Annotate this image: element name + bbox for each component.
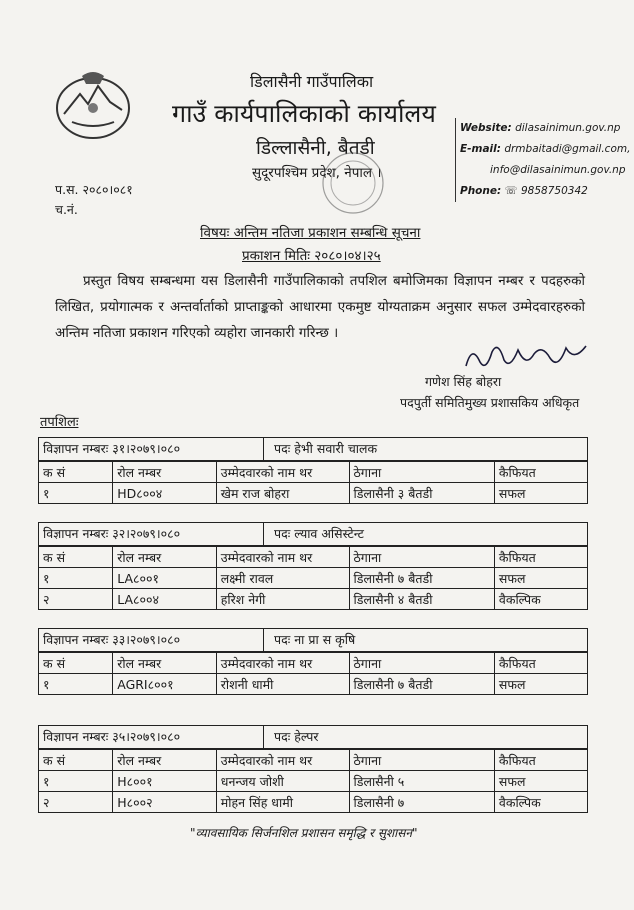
email-link-1[interactable]: drmbaitadi@gmail.com,: [504, 143, 631, 155]
table-header-row: [39, 750, 588, 771]
cell: २: [39, 792, 113, 813]
col-header: रोल नम्बर: [113, 750, 217, 771]
signatory-designation: पदपुर्ती समितिमुख्य प्रशासकिय अधिकृत: [400, 395, 580, 410]
ad-number: विज्ञापन नम्बरः ३१।२०७९।०८०: [39, 438, 264, 460]
cell: लक्ष्मी रावल: [216, 568, 349, 589]
col-header: उम्मेदवारको नाम थर: [216, 750, 349, 771]
cell: डिलासैनी ७ बैतडी: [349, 674, 494, 695]
ad-block-33: [38, 628, 588, 695]
ad-number: विज्ञापन नम्बरः ३५।२०७९।०८०: [39, 726, 264, 748]
ad-block-35: [38, 725, 588, 813]
ad-number: विज्ञापन नम्बरः ३२।२०७९।०८०: [39, 523, 264, 545]
col-header: रोल नम्बर: [113, 547, 217, 568]
col-header: ठेगाना: [349, 547, 494, 568]
publication-date: प्रकाशन मितिः २०८०।०४।२५: [242, 248, 381, 264]
reference-numbers: [55, 180, 133, 220]
province-country: सुदूरपश्चिम प्रदेश, नेपाल ।: [252, 165, 382, 181]
contact-block: [455, 118, 634, 202]
cell: LA८००१: [113, 568, 217, 589]
phone-label: Phone:: [460, 185, 502, 197]
table-row: [39, 792, 588, 813]
ad-header: [38, 437, 588, 461]
office-location: डिल्लासैनी, बैतडी: [256, 137, 375, 159]
signatory-name: गणेश सिंह बोहरा: [425, 374, 502, 389]
cell: वैकल्पिक: [494, 792, 587, 813]
col-header: ठेगाना: [349, 750, 494, 771]
col-header: क सं: [39, 750, 113, 771]
ad-header: [38, 522, 588, 546]
chalani-number: च.नं.: [55, 202, 78, 217]
email-label: E-mail:: [460, 143, 501, 155]
nepal-emblem-logo: [52, 64, 134, 146]
cell: डिलासैनी ५: [349, 771, 494, 792]
cell: हरिश नेगी: [216, 589, 349, 610]
table-header-row: [39, 547, 588, 568]
cell: डिलासैनी ३ बैतडी: [349, 483, 494, 504]
patra-sankhya: प.स. २०८०।०८१: [55, 182, 133, 197]
table-header-row: [39, 462, 588, 483]
phone-number: ☏ 9858750342: [504, 185, 588, 197]
result-table: [38, 546, 588, 610]
col-header: रोल नम्बर: [113, 653, 217, 674]
cell: १: [39, 771, 113, 792]
cell: H८००२: [113, 792, 217, 813]
motto-footer: "व्यावसायिक सिर्जनशिल प्रशासन समृद्धि र सुशासन": [190, 826, 418, 840]
handwritten-signature: [462, 338, 592, 378]
notice-body: प्रस्तुत विषय सम्बन्धमा यस डिलासैनी गाउँपालिकाको तपशिल बमोजिमका विज्ञापन नम्बर र पदहरुको लिखित, प्रयोगात्मक र अन्तर्वार्ताको प्राप्ताङ्कको आधारमा एकमुष्ट योग्यताक्रम अनुसार सफल उम्मेदवारहरुको अन्तिम नतिजा प्रकाशन गरिएको व्यहोरा जानकारी गरिन्छ ।: [55, 273, 585, 341]
col-header: कैफियत: [494, 547, 587, 568]
office-stamp-seal: [320, 150, 386, 216]
table-row: [39, 771, 588, 792]
col-header: उम्मेदवारको नाम थर: [216, 653, 349, 674]
cell: २: [39, 589, 113, 610]
col-header: उम्मेदवारको नाम थर: [216, 547, 349, 568]
result-table: [38, 749, 588, 813]
ad-header: [38, 628, 588, 652]
col-header: कैफियत: [494, 750, 587, 771]
cell: डिलासैनी ४ बैतडी: [349, 589, 494, 610]
col-header: रोल नम्बर: [113, 462, 217, 483]
website-label: Website:: [460, 122, 512, 134]
table-row: [39, 674, 588, 695]
ad-block-32: [38, 522, 588, 610]
ad-number: विज्ञापन नम्बरः ३३।२०७९।०८०: [39, 629, 264, 651]
cell: रोशनी धामी: [216, 674, 349, 695]
table-header-row: [39, 653, 588, 674]
table-row: [39, 589, 588, 610]
cell: LA८००४: [113, 589, 217, 610]
col-header: ठेगाना: [349, 462, 494, 483]
cell: सफल: [494, 568, 587, 589]
cell: सफल: [494, 771, 587, 792]
cell: सफल: [494, 483, 587, 504]
col-header: ठेगाना: [349, 653, 494, 674]
cell: H८००१: [113, 771, 217, 792]
col-header: उम्मेदवारको नाम थर: [216, 462, 349, 483]
col-header: कैफियत: [494, 653, 587, 674]
table-row: [39, 483, 588, 504]
notice-subject: विषयः अन्तिम नतिजा प्रकाशन सम्बन्धि सूचना: [200, 225, 421, 241]
post-name: पदः हेल्पर: [274, 729, 319, 744]
post-name: पदः ना प्रा स कृषि: [274, 632, 356, 647]
cell: डिलासैनी ७: [349, 792, 494, 813]
post-name: पदः हेभी सवारी चालक: [274, 441, 378, 456]
cell: १: [39, 568, 113, 589]
col-header: क सं: [39, 653, 113, 674]
cell: मोहन सिंह धामी: [216, 792, 349, 813]
ad-block-31: [38, 437, 588, 504]
cell: १: [39, 674, 113, 695]
table-row: [39, 568, 588, 589]
email-link-2[interactable]: info@dilasainimun.gov.np: [490, 164, 626, 176]
cell: धनन्जय जोशी: [216, 771, 349, 792]
col-header: क सं: [39, 547, 113, 568]
website-link[interactable]: dilasainimun.gov.np: [515, 122, 621, 134]
result-table: [38, 461, 588, 504]
municipality-name: डिलासैनी गाउँपालिका: [250, 72, 374, 91]
details-heading: तपशिलः: [40, 415, 79, 430]
col-header: क सं: [39, 462, 113, 483]
result-table: [38, 652, 588, 695]
cell: सफल: [494, 674, 587, 695]
cell: १: [39, 483, 113, 504]
col-header: कैफियत: [494, 462, 587, 483]
cell: AGRI८००१: [113, 674, 217, 695]
office-name: गाउँ कार्यपालिकाको कार्यालय: [172, 99, 436, 128]
post-name: पदः ल्याव असिस्टेन्ट: [274, 526, 364, 541]
cell: डिलासैनी ७ बैतडी: [349, 568, 494, 589]
cell: HD८००४: [113, 483, 217, 504]
cell: वैकल्पिक: [494, 589, 587, 610]
ad-header: [38, 725, 588, 749]
cell: खेम राज बोहरा: [216, 483, 349, 504]
